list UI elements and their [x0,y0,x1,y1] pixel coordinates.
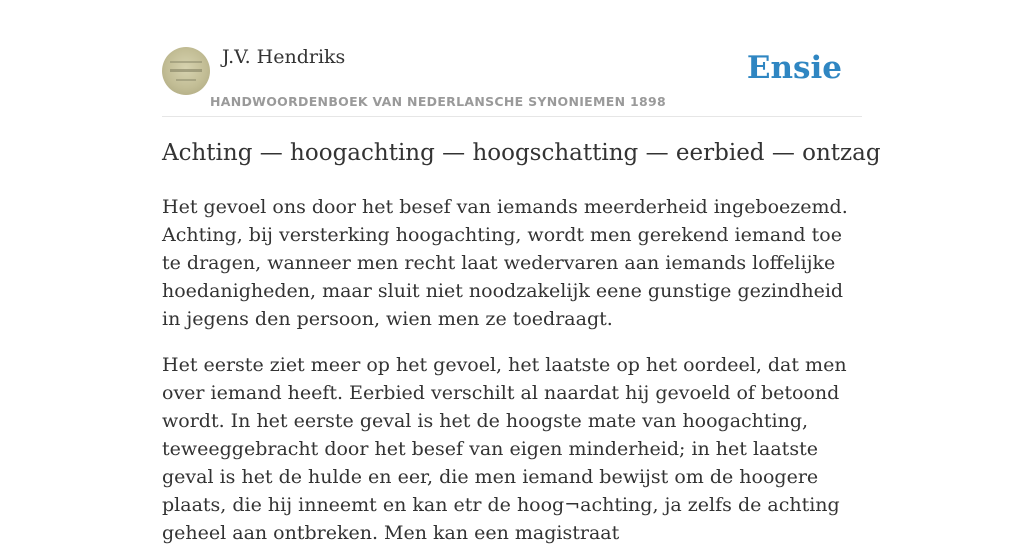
article-header [162,0,862,117]
article-container [162,0,881,544]
ensie-logo[interactable]: Ensie [746,50,842,86]
source-title[interactable]: HANDWOORDENBOEK VAN NEDERLANSCHE SYNONIEMEN 1898 [210,94,667,109]
article-title: Achting — hoogachting — hoogschatting — eerbied — ontzag [162,140,881,166]
author-name[interactable]: J.V. Hendriks [222,46,346,68]
article-paragraph: Het gevoel ons door het besef van iemands meerderheid ingeboezemd. Achting, bij versterking hoogachting, wordt men gerekend iemand toe te dragen, wanneer men recht laat wedervaren aan iemands loffelijke hoedanigheden, maar sluit niet noodzakelijk eene gunstige gezindheid in jegens den persoon, wien men ze toedraagt. [162,196,848,330]
source-book-cover-avatar[interactable] [162,47,210,95]
article-paragraph: Het eerste ziet meer op het gevoel, het laatste op het oordeel, dat men over iemand heeft. Eerbied verschilt al naardat hij gevoeld of betoond wordt. In het eerste geval is het de hoogste mate van hoogachting, teweeggebracht door het besef van eigen minderheid; in het laatste geval is het de hulde en eer, die men iemand bewijst om de hoogere plaats, die hij inneemt en kan etr de hoog¬achting, ja zelfs de achting geheel aan ontbreken. Men kan een magistraat [162,354,847,544]
